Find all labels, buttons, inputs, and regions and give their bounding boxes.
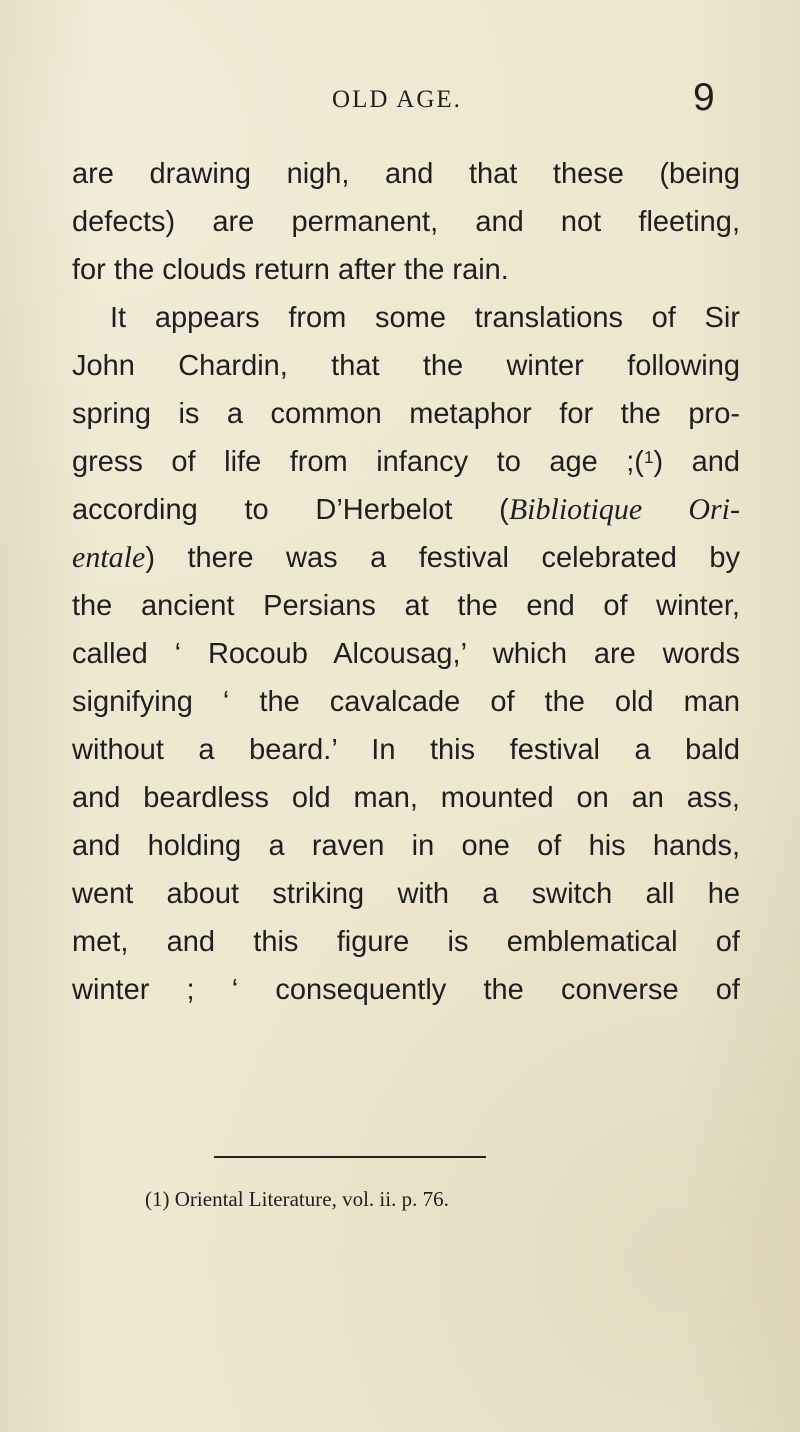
text-line-4: It appears from some translations of Sir — [110, 302, 740, 334]
footnote-marker: (1) — [145, 1187, 170, 1211]
text-line-7-before-note: gress of life from infancy to age ;( — [72, 446, 644, 478]
running-head: OLD AGE. — [332, 86, 462, 113]
text-line-12: signifying ‘ the cavalcade of the old man — [72, 686, 740, 718]
footnote-reference: 1 — [643, 448, 654, 467]
text-line-1: are drawing nigh, and that these (being — [72, 158, 740, 190]
book-title-fragment: Bibliotique Ori- — [508, 493, 740, 526]
text-line-2: defects) are permanent, and not fleeting, — [72, 206, 740, 238]
text-line-10: the ancient Persians at the end of winter, — [72, 590, 740, 622]
page-header — [0, 78, 800, 148]
text-line-6: spring is a common metaphor for the pro- — [72, 398, 740, 430]
text-line-14: and beardless old man, mounted on an ass, — [72, 782, 740, 814]
text-line-15: and holding a raven in one of his hands, — [72, 830, 740, 862]
text-line-5: John Chardin, that the winter following — [72, 350, 740, 382]
text-line-7-after-note: ) and — [653, 446, 740, 478]
text-line-16: went about striking with a switch all he — [72, 878, 740, 910]
text-line-13: without a beard.’ In this festival a bald — [72, 734, 740, 766]
text-line-9-roman: ) there was a festival celebrated by — [145, 542, 740, 574]
text-line-3: for the clouds return after the rain. — [72, 254, 509, 286]
text-line-17: met, and this figure is emblematical of — [72, 926, 740, 958]
text-line-11: called ‘ Rocoub Alcousag,’ which are words — [72, 638, 740, 670]
book-title-fragment-continued: entale — [72, 541, 146, 574]
text-line-8 — [72, 486, 740, 534]
footnote-divider — [214, 1156, 486, 1158]
text-line-9 — [72, 534, 740, 582]
main-text — [72, 150, 740, 1050]
text-line-18: winter ; ‘ consequently the converse of — [72, 974, 740, 1006]
text-line-7 — [72, 438, 740, 486]
page-number: 9 — [693, 76, 715, 119]
text-line-8-roman: according to D’Herbelot ( — [72, 494, 509, 526]
footnote — [145, 1180, 745, 1218]
footnote-text: Oriental Literature, vol. ii. p. 76. — [174, 1187, 449, 1211]
